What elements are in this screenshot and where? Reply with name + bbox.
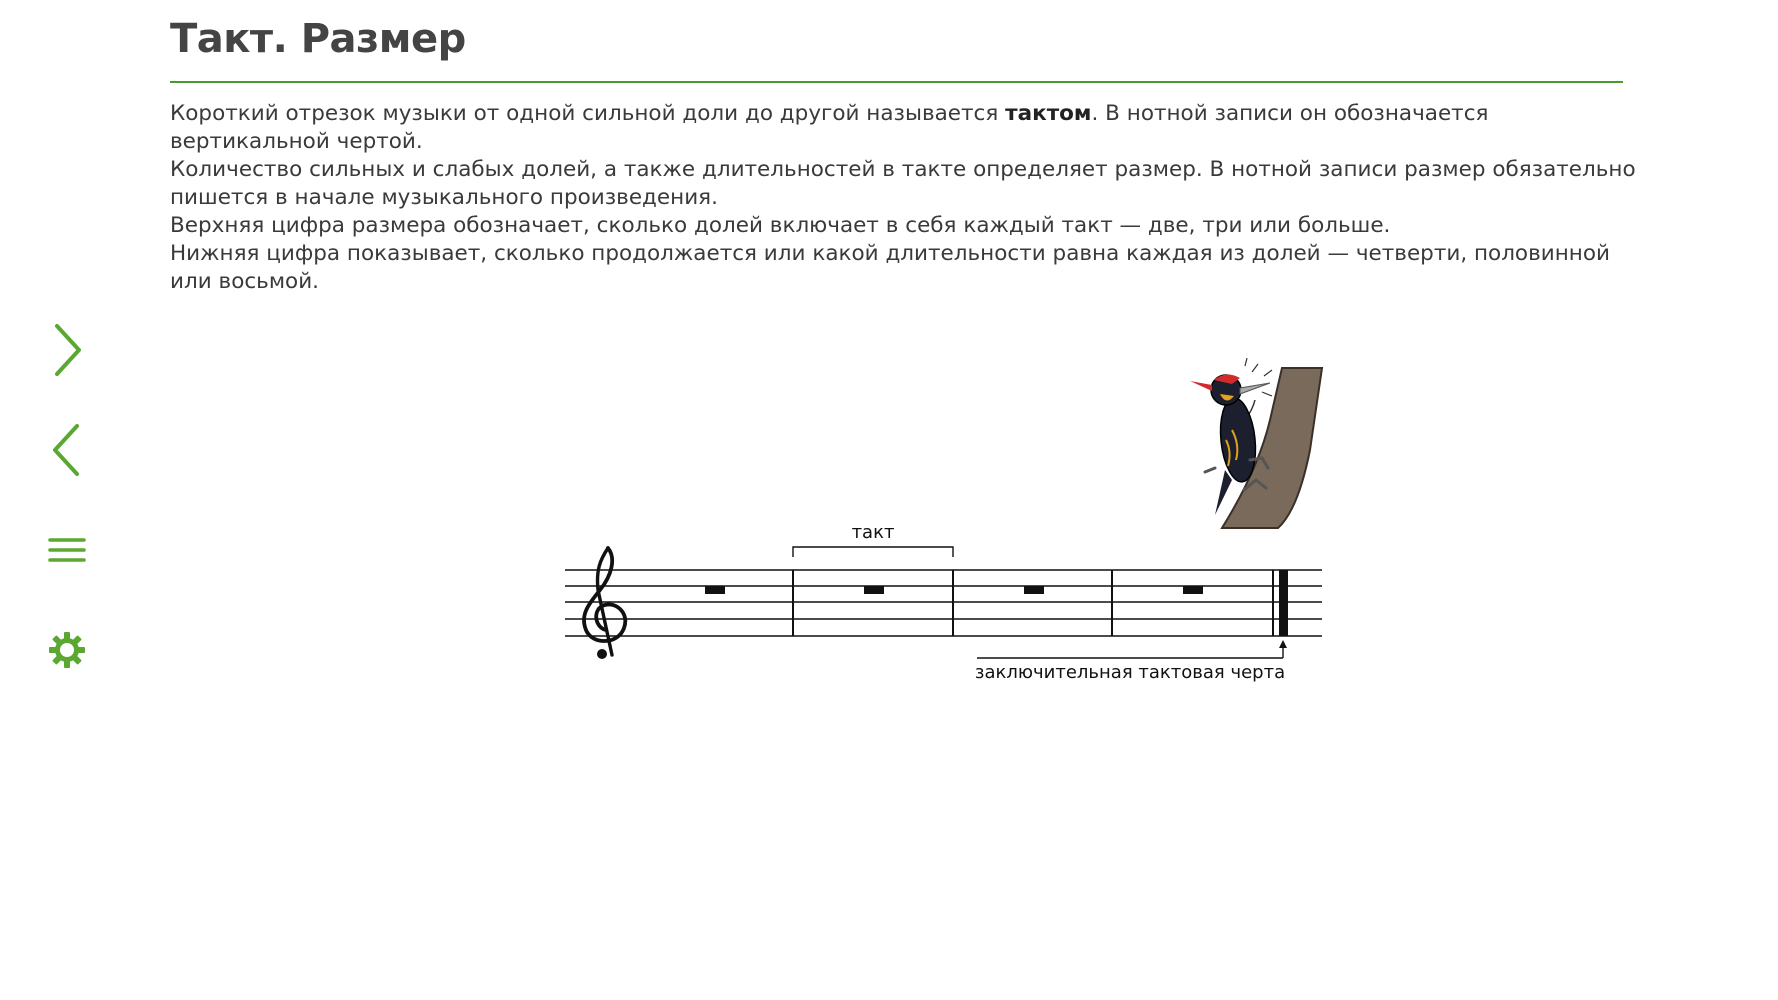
- measure-label: такт: [851, 522, 895, 543]
- next-button[interactable]: [40, 320, 94, 380]
- paragraph-1-end: . В нотной записи он обозначается вертикальной чертой.: [170, 101, 1489, 154]
- whole-rest: [1024, 586, 1044, 594]
- gear-icon: [47, 630, 87, 670]
- chevron-right-icon: [47, 320, 87, 380]
- paragraph-1: [170, 100, 1650, 156]
- whole-rests: [705, 586, 1203, 594]
- paragraph-1-start: Короткий отрезок музыки от одной сильной доли до другой называется: [170, 101, 1006, 126]
- paragraph-2: Количество сильных и слабых долей, а также длительностей в такте определяет размер. В нотной записи размер обязательно пишется в начале музыкального произведения.: [170, 157, 1636, 210]
- title-divider: [170, 81, 1623, 83]
- paragraph-4: Нижняя цифра показывает, сколько продолжается или какой длительности равна каждая из долей — четверти, половинной или восьмой.: [170, 241, 1610, 294]
- pointer-arrow-icon: [1279, 640, 1287, 648]
- page-title: Такт. Размер: [170, 16, 466, 62]
- barlines: [793, 570, 1273, 636]
- staff-lines: [565, 570, 1322, 636]
- whole-rest: [1183, 586, 1203, 594]
- chevron-left-icon: [47, 420, 87, 480]
- woodpecker-illustration: [1190, 358, 1322, 528]
- final-barline-pointer: [977, 645, 1283, 658]
- final-barline-label: заключительная тактовая черта: [974, 662, 1286, 683]
- whole-rest: [705, 586, 725, 594]
- final-barline-thick: [1279, 570, 1288, 636]
- paragraph-3: Верхняя цифра размера обозначает, сколько долей включает в себя каждый такт — две, три или больше.: [170, 213, 1391, 238]
- term-measure: тактом: [1005, 101, 1092, 126]
- sidebar: [0, 0, 140, 1000]
- hamburger-menu-icon: [47, 535, 87, 565]
- treble-clef-icon: [584, 548, 625, 659]
- measure-bracket: [793, 547, 953, 557]
- lesson-text: [170, 100, 1650, 296]
- settings-button[interactable]: [40, 620, 94, 680]
- whole-rest: [864, 586, 884, 594]
- prev-button[interactable]: [40, 420, 94, 480]
- menu-button[interactable]: [40, 520, 94, 580]
